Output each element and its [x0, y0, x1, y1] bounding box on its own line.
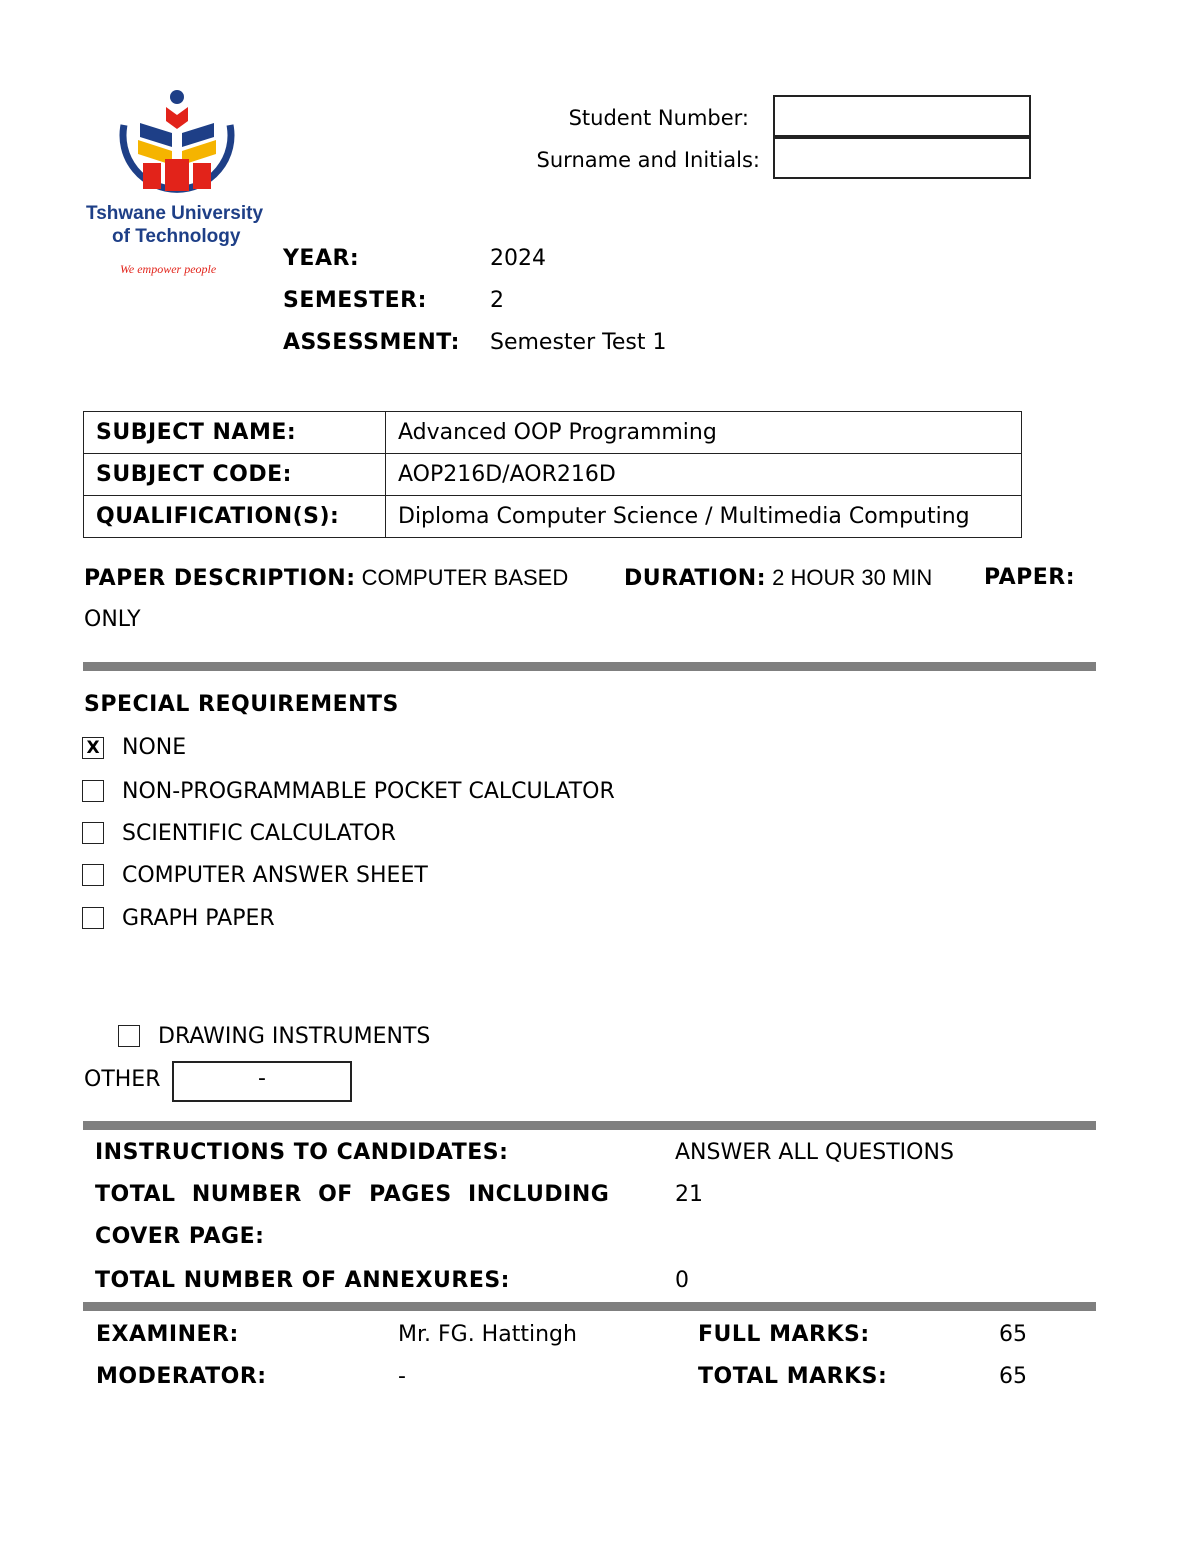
duration-label: DURATION: — [624, 566, 766, 591]
checkbox-scientific-calculator[interactable] — [82, 822, 104, 844]
requirement-graph-paper-label: GRAPH PAPER — [122, 906, 275, 931]
total-marks-value: 65 — [999, 1364, 1027, 1389]
paper-value: ONLY — [84, 607, 141, 632]
full-marks-label: FULL MARKS: — [698, 1322, 870, 1347]
qualification-label: QUALIFICATION(S): — [84, 496, 386, 538]
student-number-field[interactable] — [773, 95, 1031, 137]
checkbox-pocket-calculator[interactable] — [82, 780, 104, 802]
moderator-value: - — [398, 1364, 406, 1389]
total-pages-label-cont: COVER PAGE: — [95, 1224, 265, 1249]
subject-table — [83, 411, 1022, 538]
checkbox-answer-sheet[interactable] — [82, 864, 104, 886]
logo-tagline: We empower people — [120, 262, 217, 276]
subject-code-label: SUBJECT CODE: — [84, 454, 386, 496]
logo-name-line2: of Technology — [112, 226, 241, 247]
table-row — [84, 412, 1022, 454]
requirement-none-label: NONE — [122, 735, 187, 760]
subject-name-value: Advanced OOP Programming — [386, 412, 1022, 454]
semester-value: 2 — [490, 288, 504, 313]
qualification-value: Diploma Computer Science / Multimedia Computing — [386, 496, 1022, 538]
other-label: OTHER — [84, 1067, 161, 1092]
table-row — [84, 454, 1022, 496]
year-label: YEAR: — [283, 246, 360, 271]
other-value: - — [258, 1066, 266, 1091]
examiner-label: EXAMINER: — [96, 1322, 239, 1347]
moderator-label: MODERATOR: — [96, 1364, 267, 1389]
paper-description-value: COMPUTER BASED — [361, 565, 569, 590]
instructions-label: INSTRUCTIONS TO CANDIDATES: — [95, 1140, 509, 1165]
annexures-value: 0 — [675, 1268, 689, 1293]
requirement-drawing-instruments-label: DRAWING INSTRUMENTS — [158, 1024, 431, 1049]
checkbox-drawing-instruments[interactable] — [118, 1025, 140, 1047]
examiner-value: Mr. FG. Hattingh — [398, 1322, 577, 1347]
requirement-scientific-calculator-label: SCIENTIFIC CALCULATOR — [122, 821, 396, 846]
semester-label: SEMESTER: — [283, 288, 427, 313]
total-pages-value: 21 — [675, 1182, 703, 1207]
paper-description-label: PAPER DESCRIPTION: — [84, 566, 356, 591]
assessment-label: ASSESSMENT: — [283, 330, 460, 355]
subject-name-label: SUBJECT NAME: — [84, 412, 386, 454]
total-marks-label: TOTAL MARKS: — [698, 1364, 888, 1389]
divider — [83, 1302, 1096, 1311]
requirement-answer-sheet-label: COMPUTER ANSWER SHEET — [122, 863, 428, 888]
checkbox-none[interactable]: X — [82, 737, 104, 759]
surname-label: Surname and Initials: — [536, 148, 760, 172]
other-field[interactable] — [172, 1061, 352, 1102]
requirement-pocket-calculator-label: NON-PROGRAMMABLE POCKET CALCULATOR — [122, 779, 615, 804]
student-number-label: Student Number: — [568, 106, 749, 130]
full-marks-value: 65 — [999, 1322, 1027, 1347]
table-row — [84, 496, 1022, 538]
logo-name-line1: Tshwane University — [86, 203, 264, 224]
duration-value: 2 HOUR 30 MIN — [772, 565, 933, 590]
total-pages-label: TOTAL NUMBER OF PAGES INCLUDING — [95, 1182, 610, 1207]
divider — [83, 1121, 1096, 1130]
year-value: 2024 — [490, 246, 546, 271]
paper-label: PAPER: — [984, 565, 1076, 590]
assessment-value: Semester Test 1 — [490, 330, 667, 355]
surname-field[interactable] — [773, 137, 1031, 179]
instructions-value: ANSWER ALL QUESTIONS — [675, 1140, 954, 1165]
divider — [83, 662, 1096, 671]
checkbox-graph-paper[interactable] — [82, 907, 104, 929]
subject-code-value: AOP216D/AOR216D — [386, 454, 1022, 496]
paper-description-line — [84, 565, 568, 592]
special-requirements-heading: SPECIAL REQUIREMENTS — [84, 692, 399, 717]
duration-line — [624, 565, 932, 592]
annexures-label: TOTAL NUMBER OF ANNEXURES: — [95, 1268, 510, 1293]
university-logo — [80, 85, 280, 285]
